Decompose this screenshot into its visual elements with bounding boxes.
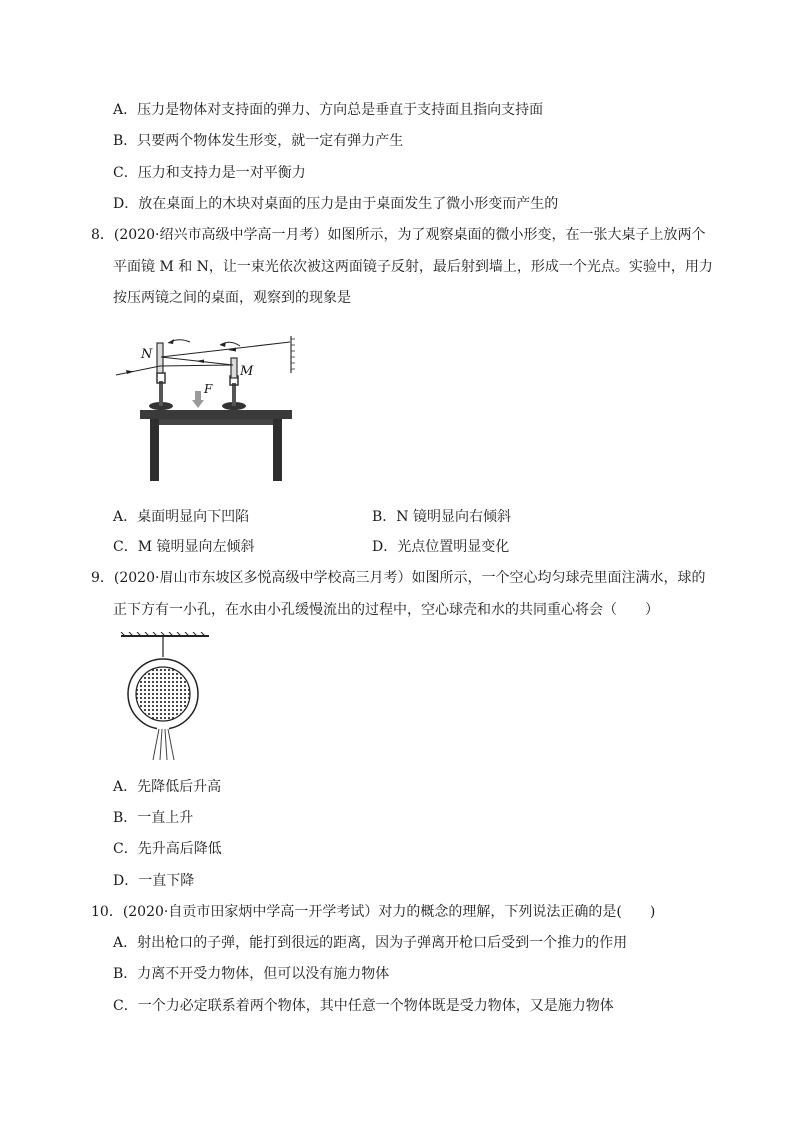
q10-option-c: C．一个力必定联系着两个物体，其中任意一个物体既是受力物体，又是施力物体 (113, 998, 614, 1014)
q8-stem-line-3: 按压两镜之间的桌面，观察到的现象是 (113, 290, 351, 306)
label-f: F (204, 382, 213, 396)
q8-option-d: D．光点位置明显变化 (372, 539, 510, 555)
q8-mirror-table-figure (108, 333, 308, 483)
q7-option-d: D．放在桌面上的木块对桌面的压力是由于桌面发生了微小形变而产生的 (113, 196, 559, 212)
label-n: N (141, 347, 153, 362)
table-top (140, 410, 292, 419)
mirror-n (157, 343, 163, 373)
q9-stem-line-2: 正下方有一小孔，在水由小孔缓慢流出的过程中，空心球壳和水的共同重心将会（ ） (113, 602, 659, 618)
q9-option-d: D．一直下降 (113, 873, 195, 889)
mirror-m (231, 358, 237, 378)
q9-option-b: B．一直上升 (113, 810, 194, 826)
q8-stem-line-1: 8．(2020·绍兴市高级中学高一月考）如图所示，为了观察桌面的微小形变，在一张大桌子上放两个 (91, 227, 706, 243)
q7-option-a: A．压力是物体对支持面的弹力、方向总是垂直于支持面且指向支持面 (113, 102, 544, 118)
table-leg-left (150, 419, 159, 481)
label-m: M (240, 364, 254, 379)
q10-option-b: B．力离不开受力物体，但可以没有施力物体 (113, 966, 390, 982)
q7-option-c: C．压力和支持力是一对平衡力 (113, 165, 306, 181)
q9-stem-line-1: 9．(2020·眉山市东坡区多悦高级中学校高三月考）如图所示，一个空心均匀球壳里面注满水，球的 (91, 570, 706, 586)
q9-hollow-sphere-figure (115, 632, 215, 762)
q9-option-c: C．先升高后降低 (113, 841, 222, 857)
sphere-water (136, 667, 190, 721)
table-leg-right (273, 419, 282, 481)
q8-option-b: B．N 镜明显向右倾斜 (372, 509, 511, 525)
q9-option-a: A．先降低后升高 (113, 779, 222, 795)
q10-option-a: A．射出枪口的子弹，能打到很远的距离，因为子弹离开枪口后受到一个推力的作用 (113, 935, 628, 951)
q8-stem-line-2: 平面镜 M 和 N，让一束光依次被这两面镜子反射，最后射到墙上，形成一个光点。实验中，用力 (113, 259, 713, 275)
q7-option-b: B．只要两个物体发生形变，就一定有弹力产生 (113, 133, 404, 149)
q10-stem-line-1: 10．(2020·自贡市田家炳中学高一开学考试）对力的概念的理解，下列说法正确的是( ) (91, 904, 656, 920)
q8-option-c: C．M 镜明显向左倾斜 (113, 539, 255, 555)
q8-option-a: A．桌面明显向下凹陷 (113, 509, 250, 525)
